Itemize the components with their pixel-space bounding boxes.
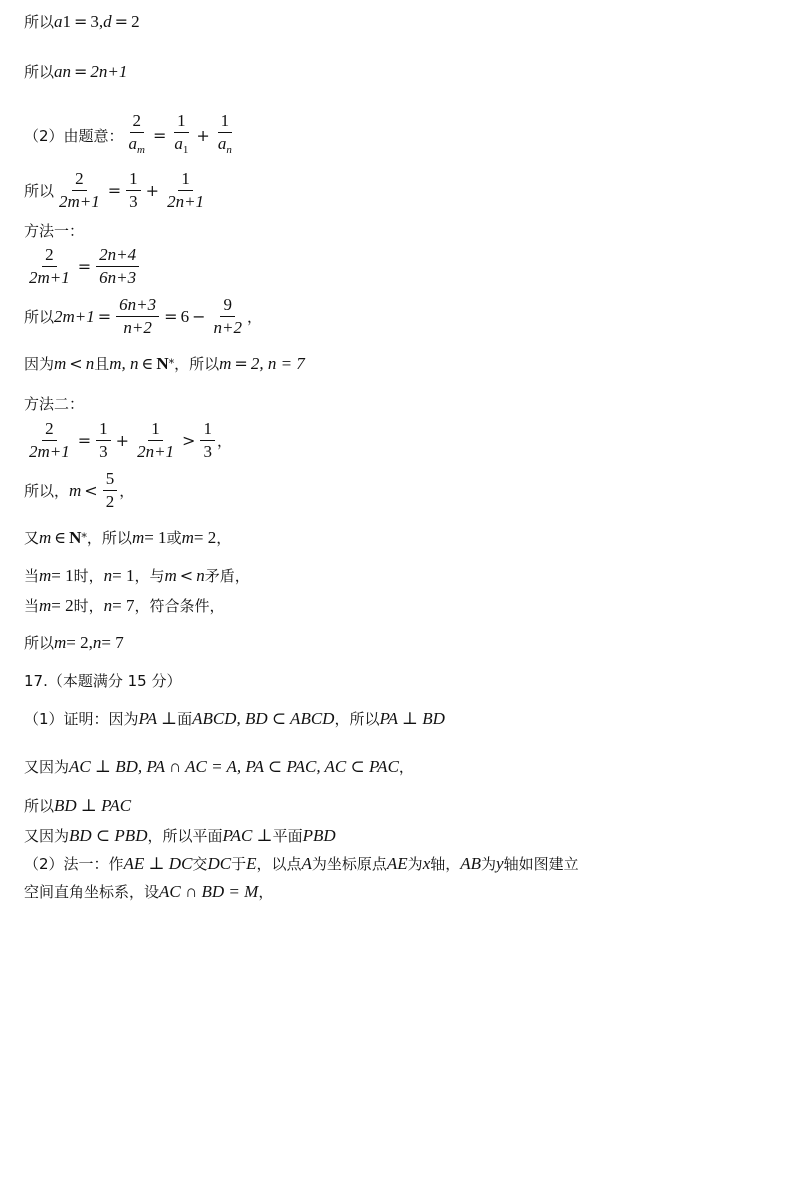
line-method2-ineq — [24, 418, 232, 463]
line-17-perp-conditions — [24, 757, 414, 777]
text: 因为 — [24, 355, 55, 373]
denominator: 6n+3 — [99, 268, 137, 287]
expression: = 7 — [101, 633, 124, 652]
text: 面 — [177, 710, 193, 728]
text: 所以 — [24, 797, 55, 815]
denominator: 2n+1 — [137, 442, 175, 461]
fraction — [56, 168, 103, 213]
text: ， — [216, 529, 232, 547]
numerator: 5 — [103, 468, 118, 491]
var: m — [54, 633, 67, 652]
line-method1-solve — [24, 294, 262, 339]
fraction — [215, 110, 235, 161]
numerator: 6n+3 — [116, 294, 159, 317]
expression: BD ⊂ PBD — [69, 826, 148, 845]
text: 轴， — [430, 855, 461, 873]
fraction — [164, 168, 207, 213]
text: 轴如图建立 — [503, 855, 579, 873]
text: ，所以 — [334, 710, 380, 728]
denominator — [215, 133, 235, 161]
operator: ∈ — [141, 354, 154, 373]
fraction — [134, 418, 177, 463]
text: （2）法一：作 — [24, 855, 124, 873]
method-two-heading: 方法二： — [24, 395, 85, 413]
expression: PA ⊥ — [138, 709, 178, 728]
line-method1-eq — [24, 244, 141, 289]
numerator: 1 — [174, 110, 189, 133]
numerator: 2 — [130, 110, 145, 133]
numerator: 1 — [96, 418, 111, 441]
denominator: 3 — [99, 442, 108, 461]
text: 当 — [24, 567, 40, 585]
text: 又因为 — [24, 758, 70, 776]
var: a — [174, 134, 183, 153]
expression: 2, n = 7 — [250, 354, 305, 373]
expression: x — [422, 854, 431, 873]
var: a — [54, 62, 63, 81]
text: 所以 — [24, 634, 55, 652]
expression: = 7 — [112, 596, 135, 615]
numerator: 2n+4 — [96, 244, 139, 267]
denominator: 3 — [203, 442, 212, 461]
expression: AB — [460, 854, 482, 873]
var: m — [219, 354, 232, 373]
text: ，所以 — [174, 355, 220, 373]
fraction — [96, 244, 139, 289]
operator: + — [145, 180, 160, 200]
var: a — [217, 134, 227, 153]
var: n — [85, 354, 95, 373]
text: 交 — [192, 855, 208, 873]
text: ，所以平面 — [147, 827, 223, 845]
text: 所以 — [24, 13, 55, 31]
line-method1-result — [24, 354, 305, 374]
set-symbol: N — [156, 354, 169, 373]
operator: = — [107, 180, 122, 200]
var: m — [164, 566, 177, 585]
numerator: 1 — [148, 418, 163, 441]
line-part2-condition — [24, 110, 237, 161]
line-substituted — [24, 168, 209, 213]
expression: y — [496, 854, 504, 873]
fraction — [126, 168, 141, 213]
text: 且 — [94, 355, 110, 373]
text: ，所以 — [86, 529, 132, 547]
subscript: n — [226, 144, 232, 156]
line-17-bd-perp — [24, 796, 131, 816]
expression: PA ⊥ BD — [379, 709, 445, 728]
expression: = 2 — [193, 528, 217, 547]
denominator: n+2 — [213, 318, 242, 337]
operator: < — [84, 480, 98, 500]
method-one-heading: 方法一： — [24, 222, 85, 240]
var: n — [103, 596, 113, 615]
expression: = 1 — [51, 566, 74, 585]
denominator — [126, 133, 148, 161]
var: a — [54, 12, 63, 31]
text: 时， — [73, 567, 104, 585]
operator: = — [77, 256, 92, 276]
text: 所以， — [24, 481, 70, 500]
var: m — [69, 480, 82, 500]
line-case-m2 — [24, 596, 225, 616]
line-case-m1 — [24, 566, 250, 586]
operator: < — [69, 354, 83, 373]
text: ，与 — [134, 567, 165, 585]
numerator: 1 — [200, 418, 215, 441]
expression: BD ⊥ PAC — [54, 796, 132, 815]
value: 6 — [180, 306, 190, 326]
expression: = 1 — [144, 528, 167, 547]
denominator: 2 — [105, 492, 115, 511]
line-17-planes-perp — [24, 826, 336, 846]
text: 又因为 — [24, 827, 70, 845]
var: m — [39, 566, 52, 585]
denominator: 3 — [129, 192, 138, 211]
fraction — [171, 110, 191, 161]
operator: + — [115, 430, 130, 450]
line-m-cases — [24, 528, 231, 548]
line-17-coordinate-system — [24, 882, 273, 902]
numerator: 9 — [220, 294, 235, 317]
fraction — [126, 110, 148, 161]
var: m — [181, 528, 194, 547]
operator: > — [182, 430, 196, 450]
text: 空间直角坐标系，设 — [24, 883, 160, 901]
operator: = — [234, 354, 248, 373]
fraction — [210, 294, 244, 339]
fraction — [200, 418, 215, 463]
value: 3, — [90, 12, 104, 31]
text: （2）由题意： — [24, 126, 124, 145]
var: n — [92, 633, 102, 652]
line-a1-d — [24, 12, 140, 32]
expression: AC ⊥ BD, PA ∩ AC = A, PA ⊂ PAC, AC ⊂ PAC — [69, 757, 399, 776]
numerator: 1 — [178, 168, 193, 191]
text: 于 — [231, 855, 247, 873]
superscript: * — [168, 357, 175, 370]
fraction — [26, 244, 73, 289]
line-17-part2-method1 — [24, 854, 579, 874]
expression: E — [246, 854, 257, 873]
text: 为 — [407, 855, 423, 873]
text: 为坐标原点 — [311, 855, 387, 873]
operator: = — [77, 430, 92, 450]
text: 所以 — [24, 307, 55, 326]
text: 所以 — [24, 63, 55, 81]
text: ， — [258, 883, 274, 901]
fraction — [26, 418, 73, 463]
line-m-bound — [24, 468, 134, 513]
expression: A — [301, 854, 312, 873]
operator: ∈ — [54, 528, 67, 547]
set-symbol: N — [69, 528, 82, 547]
expression: = 2, — [66, 633, 93, 652]
operator: = — [153, 125, 167, 145]
text: 时， — [73, 597, 104, 615]
expression: 2n+1 — [90, 62, 128, 81]
expression: AE — [386, 854, 408, 873]
text: 为 — [481, 855, 497, 873]
expression: = 2 — [51, 596, 74, 615]
var: d — [103, 12, 112, 31]
subscript: n — [62, 62, 72, 81]
text: 当 — [24, 597, 40, 615]
expression: 2m+1 — [54, 306, 95, 326]
numerator: 2 — [42, 418, 57, 441]
text: （1）证明：因为 — [24, 710, 139, 728]
text: 或 — [166, 529, 182, 547]
line-final-answer — [24, 633, 124, 653]
expression: AE ⊥ DC — [123, 854, 193, 873]
text: 平面 — [272, 827, 303, 845]
denominator: n+2 — [123, 318, 152, 337]
fraction — [116, 294, 159, 339]
fraction — [96, 418, 111, 463]
var: m — [54, 354, 67, 373]
line-an — [24, 62, 127, 82]
var: a — [128, 134, 138, 153]
problem-17-heading: 17.（本题满分 15 分） — [24, 672, 182, 690]
var: m — [39, 528, 52, 547]
operator: = — [97, 306, 112, 326]
expression: = 1 — [112, 566, 135, 585]
expression: DC — [207, 854, 232, 873]
operator: < — [179, 566, 194, 585]
numerator: 1 — [126, 168, 141, 191]
text: 矛盾， — [204, 567, 250, 585]
operator: + — [196, 125, 210, 145]
operator: − — [192, 306, 206, 326]
text: ， — [246, 307, 262, 326]
operator: = — [74, 62, 88, 81]
operator: = — [74, 12, 88, 31]
numerator: 2 — [72, 168, 87, 191]
value: 2 — [131, 12, 140, 31]
numerator: 1 — [218, 110, 233, 133]
expression: ABCD, BD ⊂ ABCD — [192, 709, 335, 728]
var: m, n — [109, 354, 139, 373]
var: m — [39, 596, 52, 615]
text: 又 — [24, 529, 40, 547]
operator: = — [164, 306, 178, 326]
numerator: 2 — [42, 244, 57, 267]
text: ， — [216, 431, 232, 450]
operator: = — [114, 12, 129, 31]
superscript: * — [81, 531, 87, 544]
expression: AC ∩ BD = M — [159, 882, 259, 901]
denominator: 2m+1 — [29, 442, 70, 461]
expression: PAC ⊥ — [222, 826, 273, 845]
denominator — [171, 133, 191, 161]
var: m — [131, 528, 145, 547]
text: ， — [398, 758, 414, 776]
text: ，以点 — [256, 855, 302, 873]
subscript: m — [137, 144, 145, 156]
denominator: 2m+1 — [59, 192, 100, 211]
denominator: 2n+1 — [167, 192, 205, 211]
expression: PBD — [302, 826, 336, 845]
text: ， — [119, 481, 135, 500]
fraction — [103, 468, 118, 513]
text: 所以 — [24, 181, 55, 200]
subscript: 1 — [62, 12, 72, 31]
var: n — [103, 566, 113, 585]
denominator: 2m+1 — [29, 268, 70, 287]
var: n — [196, 566, 205, 585]
subscript: 1 — [182, 144, 189, 156]
line-17-part1 — [24, 709, 445, 729]
text: ，符合条件， — [134, 597, 225, 615]
